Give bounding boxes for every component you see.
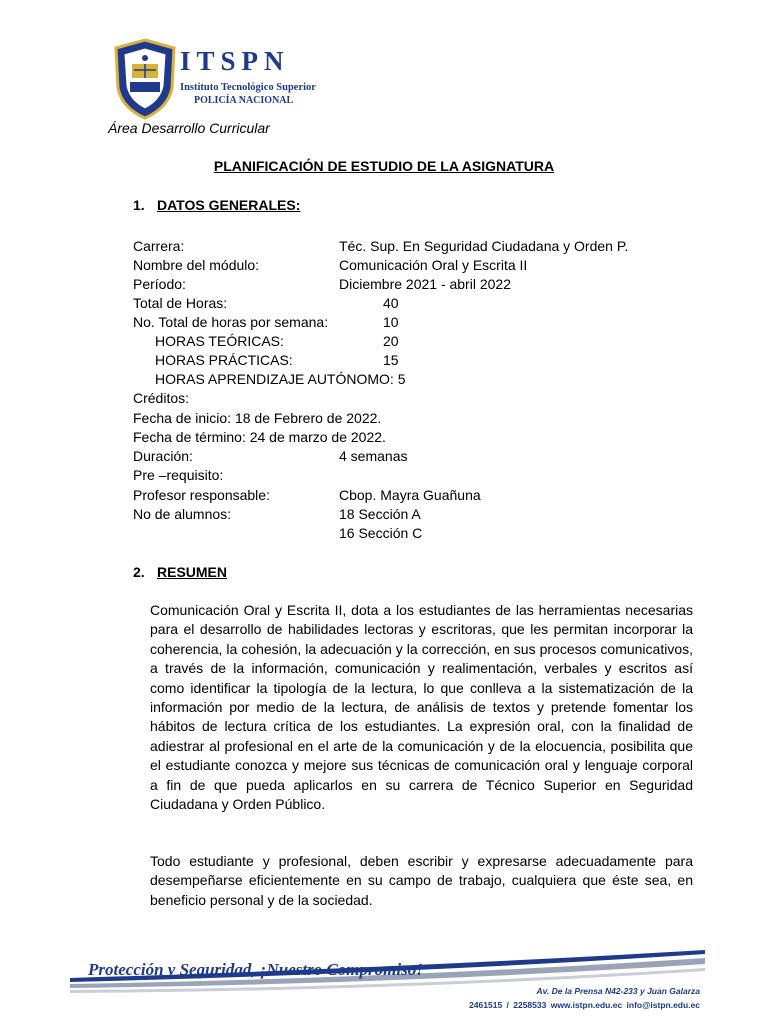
section-label: DATOS GENERALES:	[157, 197, 301, 213]
page-footer	[0, 938, 768, 1024]
data-row-value: 4 semanas	[339, 448, 408, 464]
institution-logo	[112, 38, 316, 122]
data-row	[133, 428, 386, 447]
data-row-label: Fecha de inicio: 18 de Febrero de 2022.	[133, 410, 382, 426]
data-row-value: 18 Sección A	[339, 506, 421, 522]
data-row	[133, 486, 481, 505]
data-row	[133, 370, 406, 389]
summary-paragraph-1: Comunicación Oral y Escrita II, dota a los estudiantes de las herramientas necesarias para el desarrollo de habilidades lectoras y escritoras, que les permitan incorporar la coherencia, la cohesión, la adecuación y la corrección, en sus procesos comunicativos, a través de la información, comunicación y realimentación, verbales y escritos así como identificar la tipología de la lectura, lo que conlleva a la sistematización de la información por medio de la lectura, de análisis de textos y pretende fomentar los hábitos de lectura crítica de los estudiantes. La expresión oral, con la finalidad de adiestrar al profesional en el arte de la comunicación y de la elocuencia, posibilita que el estudiante conozca y mejore sus técnicas de comunicación oral y lenguaje corporal a fin de que pueda aplicarlos en su carrera de Técnico Superior en Seguridad Ciudadana y Orden Público.	[150, 602, 693, 813]
data-row-label: Pre –requisito:	[133, 467, 224, 483]
data-row-value: 15	[383, 352, 399, 368]
data-row	[133, 313, 399, 332]
data-row-label: Fecha de término: 24 de marzo de 2022.	[133, 429, 386, 445]
footer-address: Av. De la Prensa N42-233 y Juan Galarza	[536, 986, 700, 996]
data-row	[133, 332, 399, 351]
section-1-heading	[133, 197, 300, 213]
data-row-value: Téc. Sup. En Seguridad Ciudadana y Orden P.	[339, 238, 629, 254]
data-row	[133, 505, 421, 524]
logo-subtitle-2: POLICÍA NACIONAL	[194, 95, 294, 106]
data-row	[133, 275, 511, 294]
data-row-value: Diciembre 2021 - abril 2022	[339, 276, 511, 292]
section-number: 1.	[133, 197, 145, 213]
data-row-value: 10	[383, 314, 399, 330]
data-row	[133, 466, 223, 485]
data-row	[133, 409, 381, 428]
data-row-value: 16 Sección C	[339, 525, 423, 541]
shield-crest-icon	[112, 38, 178, 120]
footer-swoosh-icon	[0, 938, 768, 1024]
data-row-value: Cbop. Mayra Guañuna	[339, 487, 481, 503]
data-row-label: Carrera:	[133, 238, 185, 254]
data-row-label: Créditos:	[133, 390, 190, 406]
document-title: PLANIFICACIÓN DE ESTUDIO DE LA ASIGNATURA	[213, 158, 555, 174]
data-row	[133, 256, 528, 275]
summary-paragraph-2: Todo estudiante y profesional, deben escribir y expresarse adecuadamente para desempeñarse eficientemente en su campo de trabajo, cualquiera que éste sea, en beneficio personal y de la sociedad.	[150, 853, 693, 908]
data-row-label: Profesor responsable:	[133, 487, 270, 503]
data-row	[133, 351, 399, 370]
data-row-label: No. Total de horas por semana:	[133, 314, 329, 330]
data-row-label: Nombre del módulo:	[133, 257, 260, 273]
data-row-value: 40	[383, 295, 399, 311]
logo-subtitle: Instituto Tecnológico Superior	[180, 82, 316, 93]
section-2-heading	[133, 564, 227, 580]
section-label: RESUMEN	[157, 564, 228, 580]
data-row	[133, 237, 629, 256]
data-row-label: HORAS APRENDIZAJE AUTÓNOMO: 5	[155, 371, 406, 387]
section-number: 2.	[133, 564, 145, 580]
data-row-value: Comunicación Oral y Escrita II	[339, 257, 528, 273]
data-row-value: 20	[383, 333, 399, 349]
data-row-label: Duración:	[133, 448, 193, 464]
data-row-label: HORAS TEÓRICAS:	[155, 333, 284, 349]
area-label: Área Desarrollo Curricular	[108, 120, 270, 136]
data-row-label: No de alumnos:	[133, 506, 232, 522]
logo-title: ITSPN	[180, 46, 290, 76]
data-row-label: HORAS PRÁCTICAS:	[155, 352, 293, 368]
footer-slogan: Protección y Seguridad, ¡Nuestro Compromiso!	[88, 960, 423, 979]
data-row	[133, 294, 399, 313]
data-row-label: Período:	[133, 276, 186, 292]
data-row	[133, 389, 189, 408]
footer-contact: 2461515 / 2258533 www.istpn.edu.ec info@istpn.edu.ec	[469, 1000, 700, 1010]
data-row-label: Total de Horas:	[133, 295, 228, 311]
data-row	[133, 447, 408, 466]
